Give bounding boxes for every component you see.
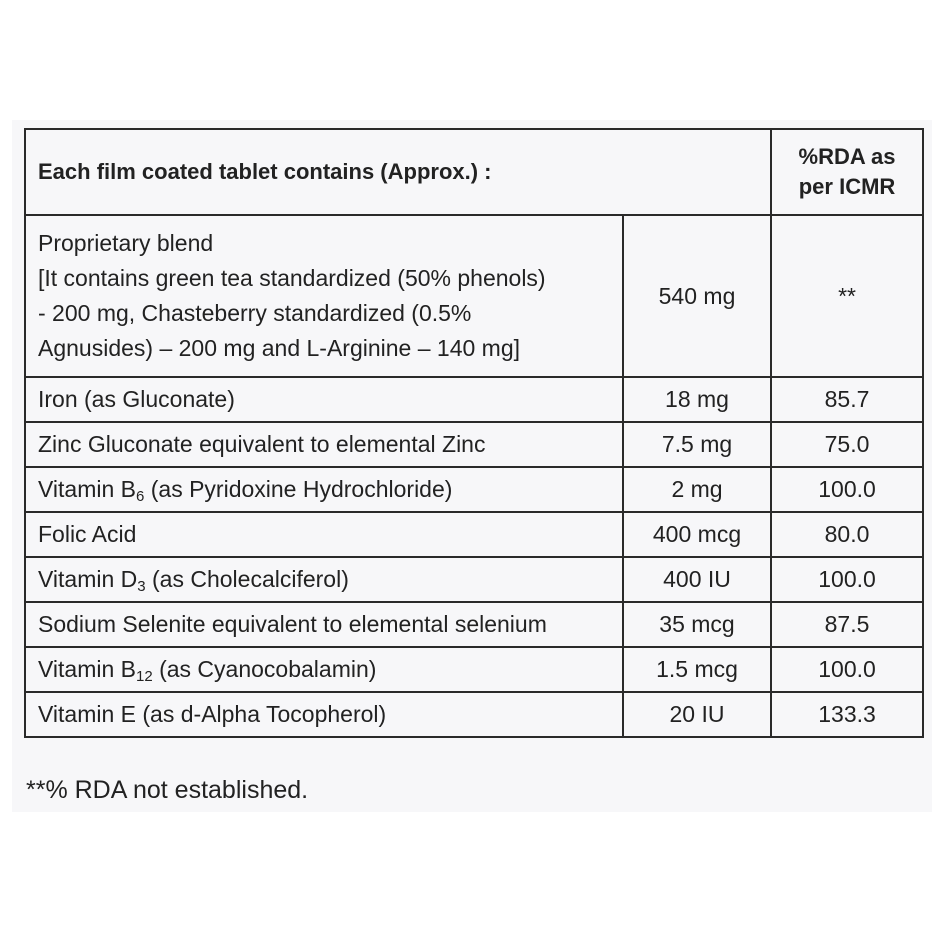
table-row-proprietary-blend	[25, 215, 923, 377]
table-row	[25, 602, 923, 647]
nutrient-name: Folic Acid	[25, 512, 623, 557]
nutrient-amount: 18 mg	[623, 377, 771, 422]
nutrient-amount: 7.5 mg	[623, 422, 771, 467]
nutrient-name: Iron (as Gluconate)	[25, 377, 623, 422]
nutrient-rda: 100.0	[771, 557, 923, 602]
nutrient-name	[25, 647, 623, 692]
table-row	[25, 647, 923, 692]
header-rda	[771, 129, 923, 215]
nutrient-name-suffix: (as Cholecalciferol)	[145, 566, 349, 592]
nutrient-amount: 400 IU	[623, 557, 771, 602]
blend-line-1: Proprietary blend	[38, 230, 214, 256]
nutrient-name-prefix: Vitamin B	[38, 656, 137, 682]
blend-amount: 540 mg	[623, 215, 771, 377]
nutrient-rda: 85.7	[771, 377, 923, 422]
table-header-row	[25, 129, 923, 215]
table-row	[25, 512, 923, 557]
nutrient-amount: 2 mg	[623, 467, 771, 512]
nutrient-name	[25, 557, 623, 602]
nutrient-rda: 75.0	[771, 422, 923, 467]
table-row	[25, 377, 923, 422]
table-row	[25, 692, 923, 737]
nutrient-name: Sodium Selenite equivalent to elemental selenium	[25, 602, 623, 647]
nutrient-rda: 133.3	[771, 692, 923, 737]
header-rda-line2: per ICMR	[798, 174, 896, 199]
nutrient-name-suffix: (as Pyridoxine Hydrochloride)	[144, 476, 453, 502]
blend-line-3: - 200 mg, Chasteberry standardized (0.5%	[38, 300, 472, 326]
nutrient-amount: 20 IU	[623, 692, 771, 737]
nutrient-name-subscript: 12	[136, 668, 153, 685]
nutrient-name-subscript: 3	[137, 578, 146, 595]
nutrient-rda: 100.0	[771, 647, 923, 692]
blend-line-2: [It contains green tea standardized (50% phenols)	[38, 265, 546, 291]
nutrient-name-prefix: Vitamin B	[38, 476, 137, 502]
table-row	[25, 557, 923, 602]
nutrient-amount: 35 mcg	[623, 602, 771, 647]
nutrient-name-prefix: Vitamin D	[38, 566, 138, 592]
nutrient-rda: 80.0	[771, 512, 923, 557]
nutrient-rda: 100.0	[771, 467, 923, 512]
footnote-rda: **% RDA not established.	[26, 776, 309, 804]
nutrient-name	[25, 467, 623, 512]
nutrient-name: Vitamin E (as d-Alpha Tocopherol)	[25, 692, 623, 737]
nutrient-name-subscript: 6	[136, 488, 145, 505]
header-rda-line1: %RDA as	[798, 144, 896, 169]
nutrient-name: Zinc Gluconate equivalent to elemental Zinc	[25, 422, 623, 467]
nutrient-name-suffix: (as Cyanocobalamin)	[152, 656, 377, 682]
nutrient-amount: 400 mcg	[623, 512, 771, 557]
header-composition: Each film coated tablet contains (Approx.) :	[25, 129, 771, 215]
composition-table	[24, 128, 924, 738]
nutrient-rda: 87.5	[771, 602, 923, 647]
blend-line-4: Agnusides) – 200 mg and L-Arginine – 140 mg]	[38, 335, 521, 361]
blend-rda: **	[771, 215, 923, 377]
table-row	[25, 467, 923, 512]
nutrient-amount: 1.5 mcg	[623, 647, 771, 692]
blend-description	[25, 215, 623, 377]
table-row	[25, 422, 923, 467]
